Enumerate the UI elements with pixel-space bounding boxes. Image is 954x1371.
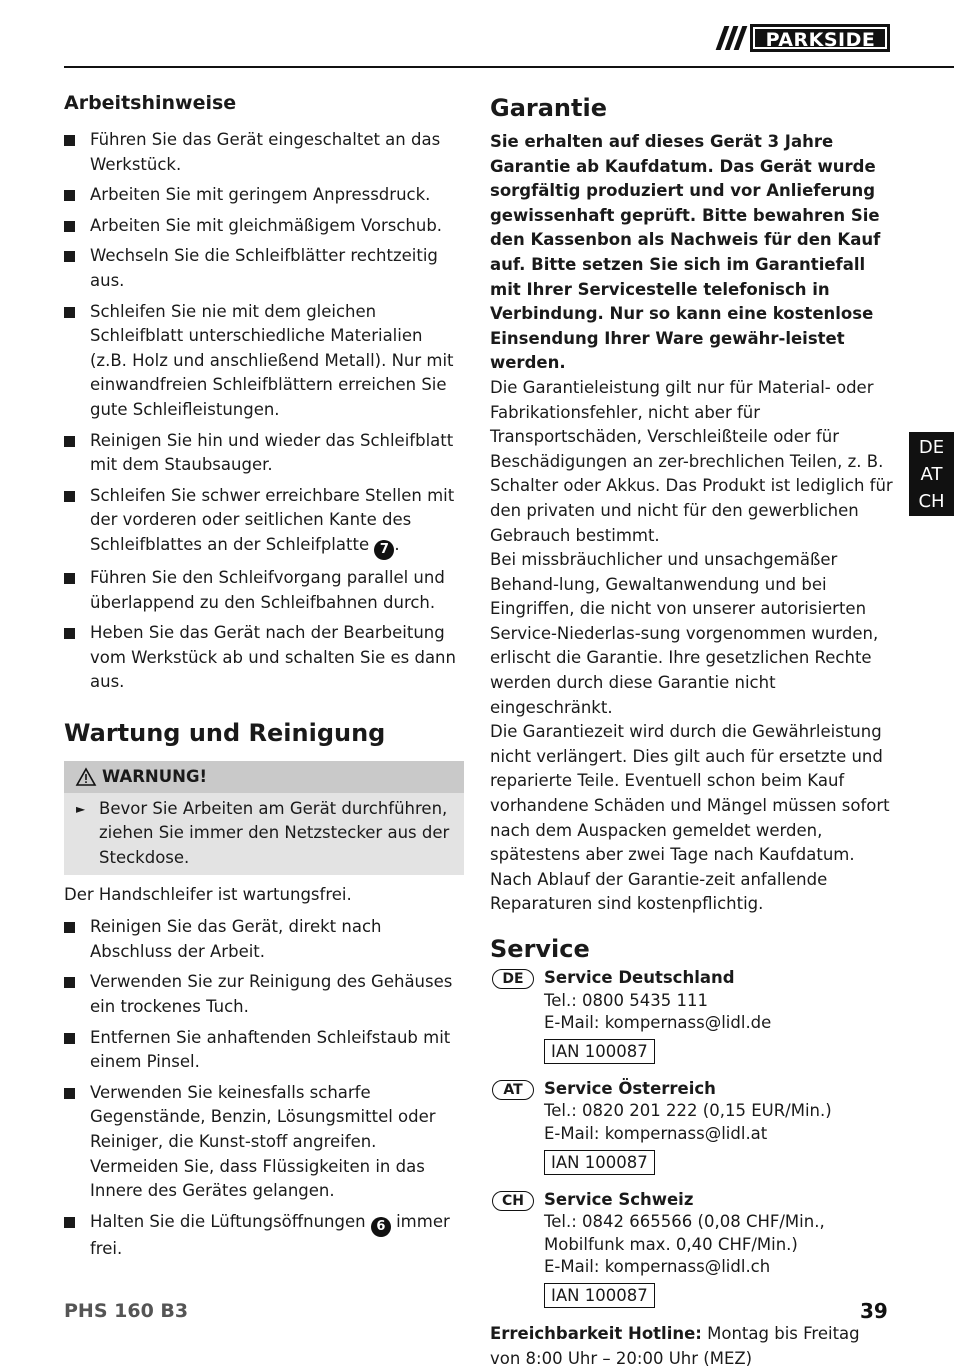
header-rule bbox=[64, 66, 954, 68]
service-email: E-Mail: kompernass@lidl.at bbox=[544, 1123, 768, 1143]
hotline-label: Erreichbarkeit Hotline: bbox=[490, 1323, 702, 1343]
country-badge-ch: CH bbox=[492, 1191, 534, 1211]
page-number: 39 bbox=[860, 1299, 888, 1323]
lang-ch: CH bbox=[918, 491, 945, 512]
service-title: Service bbox=[490, 935, 590, 963]
service-phone: Tel.: 0820 201 222 (0,15 EUR/Min.) bbox=[544, 1101, 832, 1121]
wartung-title: Wartung und Reinigung bbox=[64, 718, 386, 747]
list-item: Reinigen Sie das Gerät, direkt nach Abschluss der Arbeit. bbox=[64, 915, 464, 964]
list-item: Schleifen Sie nie mit dem gleichen Schleifblatt unterschiedliche Materialien (z.B. Holz und anschließend Metall). Nur mit einwandfreien Schleifblättern erreichen Sie gute Schleifleistungen. bbox=[64, 300, 464, 423]
list-item: Reinigen Sie hin und wieder das Schleifblatt mit dem Staubsauger. bbox=[64, 429, 464, 478]
service-entry-at bbox=[490, 1078, 894, 1175]
service-phone: Tel.: 0800 5435 111 bbox=[544, 990, 709, 1010]
service-phone: Tel.: 0842 665566 (0,08 CHF/Min., bbox=[544, 1212, 825, 1232]
arbeitshinweise-list bbox=[64, 128, 464, 695]
list-item: Wechseln Sie die Schleifblätter rechtzeitig aus. bbox=[64, 244, 464, 293]
logo-slashes bbox=[714, 24, 750, 52]
warning-body bbox=[64, 793, 464, 875]
wartung-intro: Der Handschleifer ist wartungsfrei. bbox=[64, 884, 352, 904]
service-entry-de bbox=[490, 967, 894, 1064]
service-phone-mobile: Mobilfunk max. 0,40 CHF/Min.) bbox=[544, 1234, 798, 1254]
list-item: Arbeiten Sie mit geringem Anpressdruck. bbox=[64, 183, 464, 208]
list-item: Führen Sie das Gerät eingeschaltet an das Werkstück. bbox=[64, 128, 464, 177]
country-badge-de: DE bbox=[492, 969, 534, 989]
service-entry-ch bbox=[490, 1189, 894, 1308]
footer-model: PHS 160 B3 bbox=[64, 1300, 189, 1322]
warning-box bbox=[64, 761, 464, 875]
list-item: Entfernen Sie anhaftenden Schleifstaub mit einem Pinsel. bbox=[64, 1026, 464, 1075]
part-number-7-icon: 7 bbox=[374, 540, 394, 560]
garantie-paragraph: Die Garantiezeit wird durch die Gewährleistung nicht verlängert. Dies gilt auch für ersetzte und reparierte Teile. Eventuell schon beim Kauf vorhandene Schäden und Mängel müssen sofort nach dem Auspacken gemeldet werden, spätestens aber zwei Tage nach Kaufdatum. Nach Ablauf der Garantie-zeit anfallende Reparaturen sind kostenpflichtig. bbox=[490, 722, 890, 914]
warning-triangle-icon bbox=[76, 768, 96, 786]
logo-wordmark: PARKSIDE bbox=[750, 24, 890, 52]
lang-at: AT bbox=[920, 464, 943, 485]
service-name: Service Österreich bbox=[544, 1078, 716, 1098]
list-item: Arbeiten Sie mit gleichmäßigem Vorschub. bbox=[64, 214, 464, 239]
garantie-paragraph: Bei missbräuchlicher und unsachgemäßer Behand-lung, Gewaltanwendung und bei Eingriffen, die nicht von unserer autorisierten Service-Niederlas-sung vorgenommen wurden, erlischt die Garantie. Ihre gesetzlichen Rechte werden durch diese Garantie nicht eingeschränkt. bbox=[490, 550, 879, 717]
list-item: Verwenden Sie zur Reinigung des Gehäuses ein trockenes Tuch. bbox=[64, 970, 464, 1019]
right-column bbox=[490, 92, 894, 1371]
arbeitshinweise-title: Arbeitshinweise bbox=[64, 92, 237, 114]
service-name: Service Deutschland bbox=[544, 968, 735, 987]
list-item: Schleifen Sie schwer erreichbare Stellen mit der vorderen oder seitlichen Kante des Schleifblattes an der Schleifplatte 7 . bbox=[64, 484, 464, 560]
service-email: E-Mail: kompernass@lidl.de bbox=[544, 1013, 772, 1033]
warning-header bbox=[64, 761, 464, 793]
garantie-paragraph: Die Garantieleistung gilt nur für Material- oder Fabrikationsfehler, nicht aber für Transportschäden, Verschleißteile oder für Beschädigungen an zer-brechlichen Teilen, z. B. Schalter oder Akkus. Das Produkt ist lediglich für den privaten und nicht für den gewerblichen Gebrauch bestimmt. bbox=[490, 377, 893, 545]
country-badge-at: AT bbox=[492, 1080, 534, 1100]
warning-text: Bevor Sie Arbeiten am Gerät durchführen, ziehen Sie immer den Netzstecker aus der Steckdose. bbox=[99, 798, 450, 868]
ian-box: IAN 100087 bbox=[544, 1283, 655, 1308]
hotline-info bbox=[490, 1322, 894, 1371]
warning-label: WARNUNG! bbox=[102, 767, 208, 787]
lang-de: DE bbox=[918, 437, 945, 458]
wartung-list bbox=[64, 915, 464, 1261]
garantie-title: Garantie bbox=[490, 94, 607, 122]
garantie-intro: Sie erhalten auf dieses Gerät 3 Jahre Garantie ab Kaufdatum. Das Gerät wurde sorgfältig produziert und vor Anlieferung gewissenhaft geprüft. Bitte bewahren Sie den Kassenbon als Nachweis für den Kauf auf. Bitte setzen Sie sich im Garantiefall mit Ihrer Servicestelle telefonisch in Verbindung. Nur so kann eine kostenlose Einsendung Ihrer Ware gewähr-leistet werden. bbox=[490, 132, 881, 373]
ian-box: IAN 100087 bbox=[544, 1150, 655, 1175]
service-name: Service Schweiz bbox=[544, 1189, 694, 1209]
service-email: E-Mail: kompernass@lidl.ch bbox=[544, 1257, 771, 1277]
language-tab bbox=[909, 432, 954, 516]
list-item: Verwenden Sie keinesfalls scharfe Gegenstände, Benzin, Lösungsmittel oder Reiniger, die Kunst-stoff angreifen. Vermeiden Sie, dass Flüssigkeiten in das Innere des Gerätes gelangen. bbox=[64, 1081, 464, 1204]
list-item: Heben Sie das Gerät nach der Bearbeitung vom Werkstück ab und schalten Sie es dann aus. bbox=[64, 621, 464, 695]
ian-box: IAN 100087 bbox=[544, 1039, 655, 1064]
left-column bbox=[64, 92, 464, 1267]
list-item: Halten Sie die Lüftungsöffnungen 6 immer frei. bbox=[64, 1210, 464, 1262]
list-item: Führen Sie den Schleifvorgang parallel und überlappend zu den Schleifbahnen durch. bbox=[64, 566, 464, 615]
hotline-text: Montag bis Freitag von 8:00 Uhr – 20:00 Uhr (MEZ) bbox=[490, 1323, 860, 1368]
parkside-logo bbox=[714, 24, 890, 52]
arrow-right-icon: ► bbox=[76, 801, 86, 816]
part-number-6-icon: 6 bbox=[371, 1217, 391, 1237]
